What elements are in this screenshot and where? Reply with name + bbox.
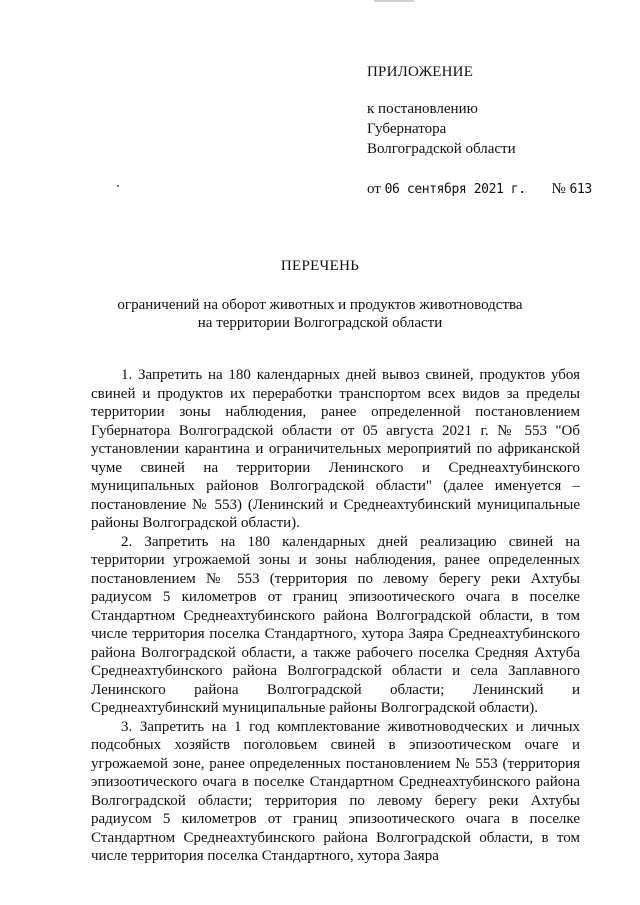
- subtitle-line: на территории Волгоградской области: [197, 315, 443, 331]
- number-prefix: №: [551, 181, 566, 197]
- decree-date: 06 сентября 2021 г.: [384, 182, 526, 197]
- date-prefix: от: [367, 181, 381, 197]
- subtitle-line: ограничений на оборот животных и продуктов животноводства: [117, 297, 523, 313]
- document-subtitle: [0, 296, 640, 332]
- document-heading: ПЕРЕЧЕНЬ: [280, 258, 360, 274]
- paragraph-1: 1. Запретить на 180 календарных дней вывоз свиней, продуктов убоя свиней и продуктов их переработки транспортом всех видов за пределы территории зоны наблюдения, ранее определенной постановлением Губернатора Волгоградской области от 05 августа 2021 г. № 553 "Об установлении карантина и ограничительных мероприятий по африканской чуме свиней на территории Ленинского и Среднеахтубинского муниципальных районов Волгоградской области" (далее именуется – постановление № 553) (Ленинский и Среднеахтубинский муниципальные районы Волгоградской области).: [91, 367, 580, 531]
- document-body: [91, 366, 580, 866]
- paragraph-3: 3. Запретить на 1 год комплектование животноводческих и личных подсобных хозяйств поголовьем свиней в эпизоотическом очаге и угрожаемой зоне, ранее определенных постановлением № 553 (территория эпизоотического очага в поселке Стандартном Среднеахтубинского района Волгоградской области; территория по левому берегу реки Ахтубы радиусом 5 километров от границ эпизоотического очага в поселке Стандартном Среднеахтубинского района Волгоградской области, в том числе территория поселка Стандартного, хутора Заяра: [91, 718, 580, 864]
- scan-artifact: [374, 0, 414, 2]
- decree-date-line: [367, 179, 592, 200]
- appendix-title: ПРИЛОЖЕНИЕ: [367, 64, 474, 80]
- appendix-line: Губернатора: [367, 121, 447, 137]
- decree-number: 613: [569, 182, 592, 197]
- scan-dot: [117, 185, 119, 187]
- paragraph-2: 2. Запретить на 180 календарных дней реализацию свиней на территории угрожаемой зоны и зоны наблюдения, ранее определенных постановлением № 553 (территория по левому берегу реки Ахтубы радиусом 5 километров от границ эпизоотического очага в поселке Стандартном Среднеахтубинского района Волгоградской области, в том числе территория поселка Стандартного, хутора Заяра Среднеахтубинского района Волгоградской области, а также рабочего поселка Средняя Ахтуба Среднеахтубинского района Волгоградской области и села Заплавного Ленинского района Волгоградской области; Ленинский и Среднеахтубинский муниципальные районы Волгоградской области).: [91, 533, 580, 716]
- approval-block: [367, 62, 592, 200]
- appendix-line: Волгоградской области: [367, 141, 516, 157]
- appendix-line: к постановлению: [367, 101, 478, 117]
